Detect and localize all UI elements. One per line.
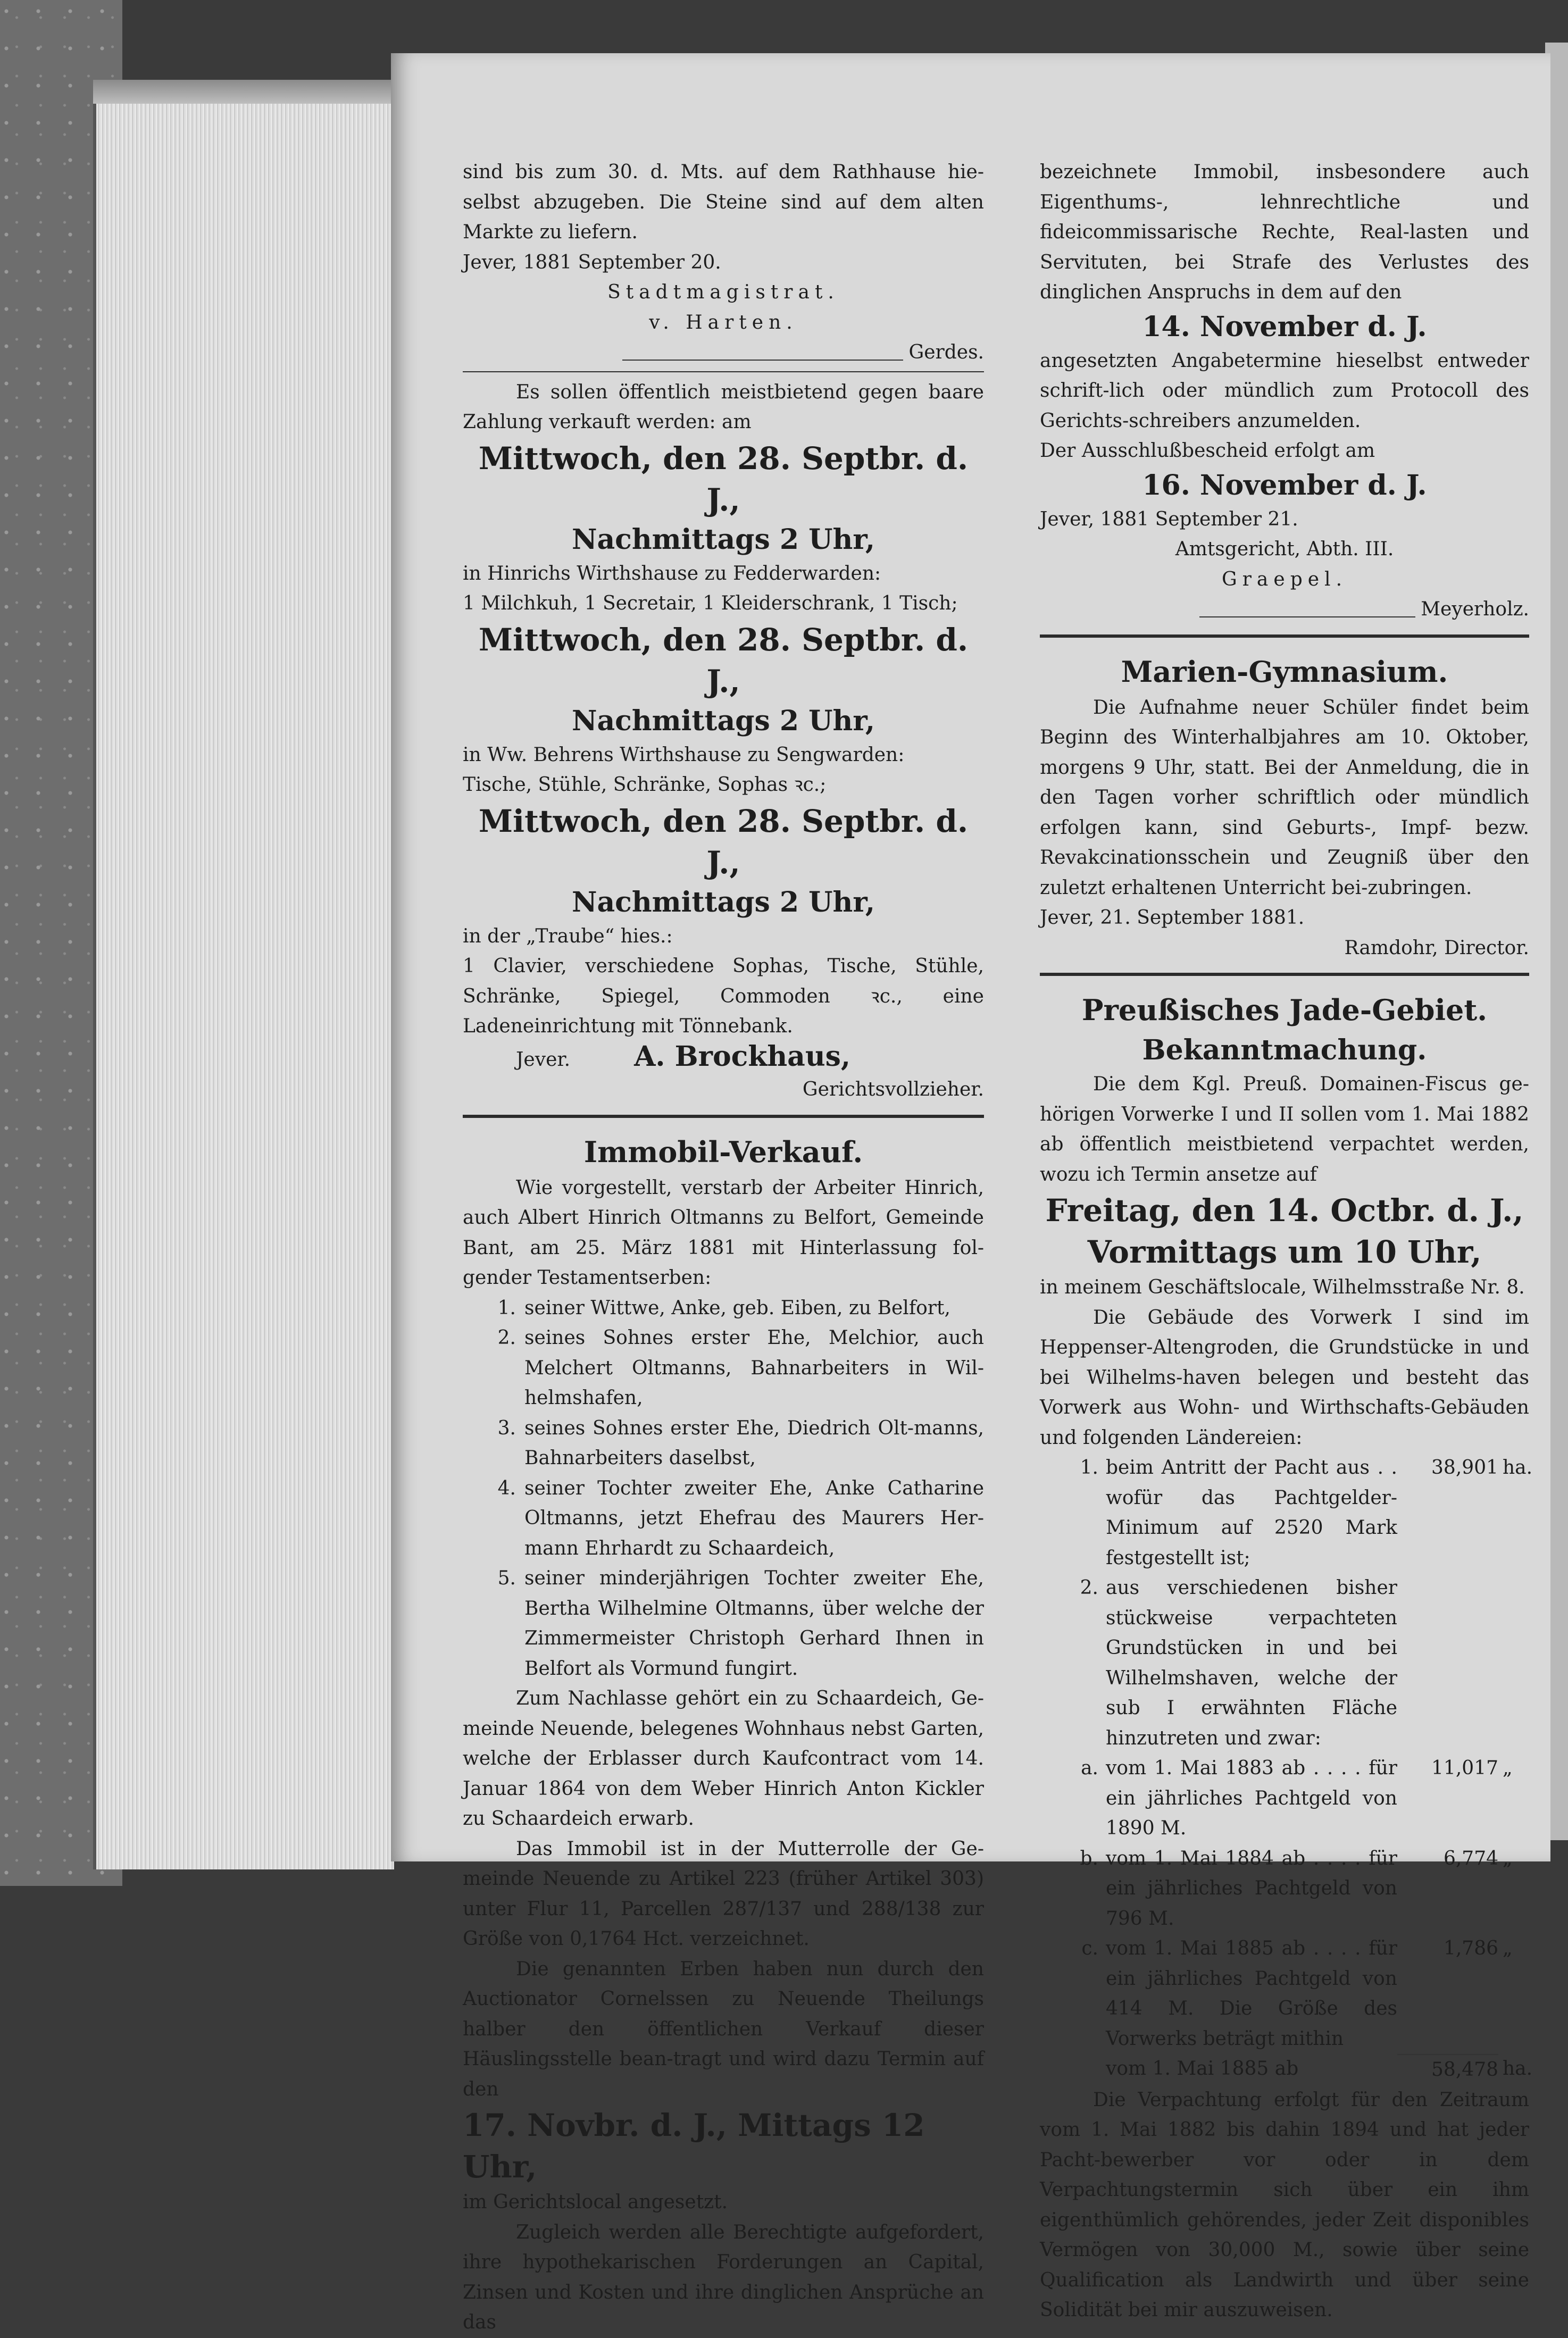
table-row (1040, 1934, 1529, 2054)
list-item (463, 1474, 984, 1564)
divider (1040, 973, 1529, 976)
immobil-estate: Zum Nachlasse gehört ein zu Schaardeich, Ge-meinde Neuende, belegenes Wohnhaus nebst Garten, welche der Erblasser durch Kaufcontract vom 14. Januar 1864 von dem Weber Hinrich Anton Kickler zu Schaardeich erwarb. (463, 1688, 984, 1830)
stones-notice-authority: Stadtmagistrat. (607, 281, 839, 303)
row-value: 6,774 (1443, 1847, 1498, 1869)
table-row (1040, 1453, 1533, 1573)
auction-3-place: in der „Traube“ hies.: (463, 925, 673, 947)
row-number: c. (1081, 1938, 1098, 1959)
divider (463, 371, 984, 372)
auction-1-time: Nachmittags 2 Uhr, (571, 523, 875, 556)
auction-signature (463, 1042, 984, 1075)
divider (1040, 634, 1529, 638)
row-number: 2. (1080, 1577, 1098, 1599)
list-number: 1. (497, 1297, 516, 1319)
row-unit: „ (1503, 1757, 1513, 1779)
list-text: seines Sohnes erster Ehe, Diedrich Olt-manns, Bahnarbeiters daselbst, (524, 1417, 984, 1469)
auction-3-items: 1 Clavier, verschiedene Sophas, Tische, Stühle, Schränke, Spiegel, Commoden ꝛc., eine Ladeneinrichtung mit Tönnebank. (463, 955, 984, 1037)
immobil-date: 17. Novbr. d. J., Mittags 12 Uhr, (463, 2107, 925, 2185)
table-total-row (1040, 2054, 1533, 2085)
auction-1-items: 1 Milchkuh, 1 Secretair, 1 Kleiderschrank, 1 Tisch; (463, 592, 958, 614)
gymnasium-text: Die Aufnahme neuer Schüler findet beim Beginn des Winterhalbjahres am 10. Oktober, morgens 9 Uhr, statt. Bei der Anmeldung, die in den Tagen vorher schriftlich oder mündlich erfolgen kann, sind Geburts-, Impf- bezw. Revakcinationsschein und Zeugniß über den zuletzt erhaltenen Unterricht bei-zubringen. (1040, 696, 1529, 899)
jade-time: Vormittags um 10 Uhr, (1087, 1234, 1482, 1270)
stones-notice-signer: v. Harten. (649, 311, 798, 333)
list-item (463, 1323, 984, 1414)
jade-conditions: Die Verpachtung erfolgt für den Zeitraum vom 1. Mai 1882 bis dahin 1894 und hat jeder Pacht-bewerber vor oder in dem Verpachtungstermin sich über ein ihm eigenthümlich gehörendes, jeder Zeit disponibles Vermögen von 30,000 M., sowie über seine Qualification als Landwirth und über seine Solidität bei mir auszuweisen. (1040, 2089, 1529, 2321)
auction-1-date: Mittwoch, den 28. Septbr. d. J., (478, 440, 969, 518)
table-row (1040, 1844, 1529, 1934)
list-item (463, 1414, 984, 1474)
row-number (1040, 2054, 1106, 2085)
claims-date-2: 16. November d. J. (1142, 469, 1427, 502)
auction-3-time: Nachmittags 2 Uhr, (571, 886, 875, 918)
immobil-registry: Das Immobil ist in der Mutterrolle der Ge-meinde Neuende zu Artikel 223 (früher Artikel 303) unter Flur 11, Parcellen 287/137 und 288/138 zur Größe von 0,1764 Hct. verzeichnet. (463, 1838, 984, 1950)
signature-line (622, 360, 903, 361)
immobil-intro: Wie vorgestellt, verstarb der Arbeiter Hinrich, auch Albert Hinrich Oltmanns zu Belfort, Gemeinde Bant, am 25. März 1881 mit Hinterlassung fol-gender Testamentserben: (463, 1176, 984, 1289)
list-number: 4. (497, 1477, 516, 1499)
row-text: vom 1. Mai 1885 ab . . . . für ein jährliches Pachtgeld von 414 M. Die Größe des Vorwerks beträgt mithin (1106, 1938, 1397, 2050)
row-number: a. (1081, 1757, 1098, 1779)
right-column (1040, 157, 1533, 2326)
jade-subtitle: Bekanntmachung. (1142, 1034, 1427, 1066)
court-signer: Graepel. (1221, 568, 1348, 590)
list-item (463, 1293, 984, 1324)
gymnasium-date: Jever, 21. September 1881. (1040, 907, 1305, 929)
list-text: seiner Wittwe, Anke, geb. Eiben, zu Belfort, (524, 1297, 950, 1319)
jade-description: Die Gebäude des Vorwerk I sind im Heppenser-Altengroden, die Grundstücke in und bei Wilhelms-haven belegen und besteht das Vorwerk aus Wohn- und Wirthschafts-Gebäuden und folgenden Ländereien: (1040, 1306, 1529, 1449)
gymnasium-title: Marien-Gymnasium. (1121, 654, 1448, 689)
total-unit: ha. (1503, 2058, 1533, 2080)
jade-date: Freitag, den 14. Octbr. d. J., (1045, 1192, 1524, 1229)
immobil-title: Immobil-Verkauf. (583, 1134, 863, 1169)
row-unit: ha. (1503, 1457, 1533, 1479)
row-unit: „ (1503, 1938, 1513, 1959)
exclusion-notice: Der Ausschlußbescheid erfolgt am (1040, 440, 1375, 462)
jade-intro: Die dem Kgl. Preuß. Domainen-Fiscus ge-hörigen Vorwerke I und II sollen vom 1. Mai 1882 ab öffentlich meistbietend verpachtet werden, wozu ich Termin ansetze auf (1040, 1073, 1529, 1185)
row-unit: „ (1503, 1847, 1513, 1869)
stones-notice-date: Jever, 1881 September 20. (463, 251, 721, 273)
list-text: seines Sohnes erster Ehe, Melchior, auch Melchert Oltmanns, Bahnarbeiters in Wil-helmshafen, (524, 1327, 984, 1409)
auction-2-items: Tische, Stühle, Schränke, Sophas ꝛc.; (463, 774, 827, 796)
auction-city: Jever. (516, 1048, 571, 1071)
total-value: 58,478 (1397, 2054, 1498, 2085)
stones-notice-clerk: Gerdes. (908, 341, 984, 363)
list-text: seiner Tochter zweiter Ehe, Anke Catharine Oltmanns, jetzt Ehefrau des Maurers Her-mann Ehrhardt zu Schaardeich, (524, 1477, 984, 1559)
gymnasium-signer: Ramdohr, Director. (1344, 937, 1529, 959)
auction-2-place: in Ww. Behrens Wirthshause zu Sengwarden: (463, 744, 905, 766)
row-value (1397, 1573, 1498, 1754)
signature-line (1199, 616, 1415, 617)
jade-title: Preußisches Jade-Gebiet. (1081, 993, 1488, 1027)
row-value: 11,017 (1431, 1757, 1498, 1779)
court-place-date: Jever, 1881 September 21. (1040, 508, 1298, 530)
claims-text: angesetzten Angabetermine hieselbst entweder schrift-lich oder mündlich zum Protocoll des Gerichts-schreibers anzumelden. (1040, 349, 1529, 432)
left-column (463, 157, 984, 2338)
heirs-list (463, 1293, 984, 1684)
immobil-sale: Die genannten Erben haben nun durch den Auctionator Cornelssen zu Neuende Theilungs halber den öffentlichen Verkauf dieser Häuslingsstelle bean-tragt und wird dazu Termin auf den (463, 1958, 984, 2100)
jade-location: in meinem Geschäftslocale, Wilhelmsstraße Nr. 8. (1040, 1276, 1525, 1298)
immobil-location: im Gerichtslocal angesetzt. (463, 2191, 728, 2213)
list-item (463, 1564, 984, 1684)
row-text: vom 1. Mai 1884 ab . . . . für ein jährliches Pachtgeld von 796 M. (1106, 1847, 1397, 1930)
table-row (1040, 1573, 1529, 1754)
auction-signer-role: Gerichtsvollzieher. (802, 1079, 984, 1100)
row-unit (1498, 1573, 1529, 1754)
claims-date-1: 14. November d. J. (1142, 310, 1427, 343)
court-clerk: Meyerholz. (1421, 598, 1529, 620)
auction-1-place: in Hinrichs Wirthshause zu Fedderwarden: (463, 562, 881, 584)
immobil-claims: Zugleich werden alle Berechtigte aufgefordert, ihre hypothekarischen Forderungen an Capital, Zinsen und Kosten und ihre dinglichen Ansprüche an das (463, 2221, 984, 2333)
page-stack-edge (93, 104, 394, 1869)
list-number: 2. (497, 1327, 516, 1349)
row-number: 1. (1080, 1457, 1098, 1479)
auction-2-time: Nachmittags 2 Uhr, (571, 704, 875, 737)
auction-2-date: Mittwoch, den 28. Septbr. d. J., (478, 621, 969, 699)
court-clerk-line (1040, 595, 1529, 625)
row-value: 38,901 (1431, 1457, 1498, 1479)
row-text: beim Antritt der Pacht aus . . wofür das Pachtgelder-Minimum auf 2520 Mark festgestellt ist; (1106, 1457, 1397, 1569)
stones-notice-text: sind bis zum 30. d. Mts. auf dem Rathhause hie-selbst abzugeben. Die Steine sind auf dem alten Markte zu liefern. (463, 161, 984, 243)
row-value: 1,786 (1443, 1938, 1498, 1959)
row-text: aus verschiedenen bisher stückweise verpachteten Grundstücken in und bei Wilhelmshaven, welche der sub I erwähnten Fläche hinzutreten und zwar: (1106, 1577, 1397, 1749)
divider (463, 1115, 984, 1118)
row-text: vom 1. Mai 1883 ab . . . . für ein jährliches Pachtgeld von 1890 M. (1106, 1757, 1397, 1839)
stones-notice-clerk-line (463, 338, 984, 368)
auction-signer: A. Brockhaus, (634, 1040, 851, 1073)
auction-intro: Es sollen öffentlich meistbietend gegen baare Zahlung verkauft werden: am (463, 381, 984, 433)
list-number: 5. (497, 1567, 516, 1589)
land-table (1040, 1453, 1533, 2085)
claims-continued: bezeichnete Immobil, insbesondere auch Eigenthums-, lehnrechtliche und fideicommissarische Rechte, Real-lasten und Servituten, bei Strafe des Verlustes des dinglichen Anspruchs in dem auf den (1040, 161, 1529, 303)
auction-3-date: Mittwoch, den 28. Septbr. d. J., (478, 803, 969, 881)
court-name: Amtsgericht, Abth. III. (1175, 538, 1394, 560)
table-row (1040, 1754, 1529, 1844)
row-number: b. (1080, 1847, 1098, 1869)
total-label: vom 1. Mai 1885 ab (1106, 2058, 1299, 2080)
list-text: seiner minderjährigen Tochter zweiter Ehe, Bertha Wilhelmine Oltmanns, über welche der Zimmermeister Christoph Gerhard Ihnen in Belfort als Vormund fungirt. (524, 1567, 984, 1680)
list-number: 3. (497, 1417, 516, 1439)
